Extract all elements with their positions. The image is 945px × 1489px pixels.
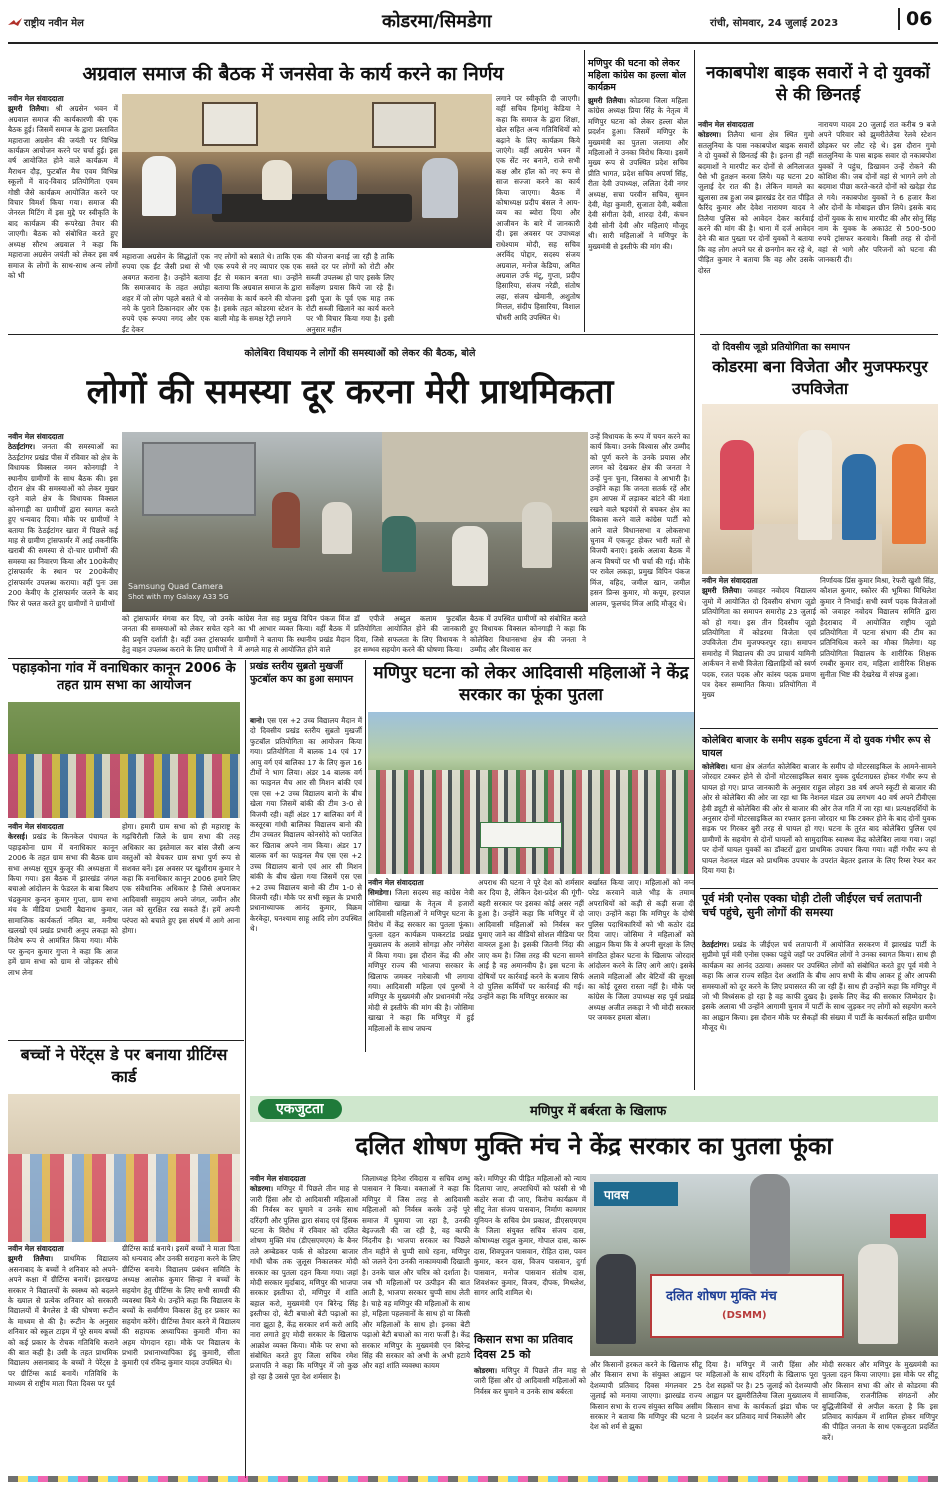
dateline-place: कोडरमा। <box>250 1184 274 1194</box>
byline: नवीन मेल संवाददाता <box>8 822 64 831</box>
camera-credit-line1: Samsung Quad Camera <box>128 582 223 591</box>
story12-subhead: किसान सभा का प्रतिवाद दिवस 25 को <box>474 1333 573 1361</box>
story2-kicker: मणिपुर की घटना को लेकर महिला कांग्रेस का हल्ला बोल कार्यक्रम <box>588 58 686 93</box>
divider <box>245 660 246 1478</box>
page-number: 06 <box>898 8 932 30</box>
story5-col3: कांग्रेस नेता सह प्रमुख विपिन पंकज मिंज का भी आभार व्यक्त किया। वहीं बैठक में ग्रामीणों ने बताया कि स्थानीय प्रखंड मैदान में अगले माह से आयोजित होने वाले <box>238 614 350 655</box>
story-text: प्राथमिक विद्यालय असनाबाद के बच्चों ने शनिवार को अपने-अपने कक्षा में ग्रीटिंग्स बनायें। झारखण्ड सरकार ने विद्यालयों के स्वस्थ्य को बदलने के ख्याल से प्रत्येक शनिवार को सरकारी विद्यालयों में बैगलेस डे की घोषणा रूटीन के माध्यम से की है। रूटीन के अनुसार शनिवार को स्कूल टाइम में पूरे समय बच्चों को कई प्रकार के रोचक गतिविधि कराने की बात कही है। उसी के तहत प्राथमिक विद्यालय असनाबाद के बच्चों ने पेरेंट्स डे पर ग्रीटिंग्स कार्ड बनायें। गतिविधि के माध्यम से राष्ट्रीय माता पिता दिवस पर पूर्व <box>8 1254 118 1389</box>
story-text: श्री अग्रसेन भवन में अग्रवाल समाज की कार्यकारणी की एक बैठक हुई। जिसमें समाज के द्वारा प्रस्तावित महाराजा अग्रसेन की जयंती पर विभिन्न कार्यक्रम आयोजन करने पर चर्चा हुई। इस वर्ष आयोजित होने वाले कार्यक्रम में मैराथन दौड़, फुटबॉल मैच एवम विभिन्न स्कूलों में वाद-विवाद प्रतियोगिता एवम गोष्ठी जैसे कार्यक्रम आयोजित करने पर विचार विमर्श किया गया। समाज की जेनरल मिटिंग में इस मुद्दे पर स्वीकृति के बाद कार्यक्रम की रूपरेखा तैयार की जाएगी। बैठक को संबोधित करते हुए अध्यक्ष सौरभ अग्रवाल ने कहा कि महाराजा अग्रसेन जयंती को लेकर इस वर्ष समाज के लोगों के साथ-साथ अन्य लोगों को भी <box>8 104 118 280</box>
story12-band <box>250 1096 938 1122</box>
story-text: तिलैया थाना क्षेत्र स्थित गुमो सतलुनिया के पास नकाबपोश बाइक सवारों ने दो युवकों से छिनतई की है। इतना ही नहीं बदमाशों ने मारपीट कर दोनों से अनिलाजत पैसे भी हुतक्षन करवा लिये। यह घटना 20 जुलाई देर रात की है। लेकिन मामले का खुलासा तब हुआ जब झारखंड देर रात पीड़ित फैरिंद कुमार और देवेश नारायण यादव ने तिलैया पुलिस को आवेदन देकर कार्रवाई करने की मांग की है। थाना में दर्ज आवेदन देने की बात पुख्ता पर दोनों युवकों ने बताया कि वह लोग अपने घर से छनगोन कर रहे थे, पीड़ित कुमार ने बताया कि वह और उसके दोस्त <box>698 130 814 275</box>
dateline-place: झुमरी तिलैया। <box>702 586 742 596</box>
story4-col2: निर्णायक प्रिंस कुमार मिश्रा, रेफरी खुशी सिंह, कौशल कुमार, स्कोरर की भूमिका मिथिलेश कुमार ने निभाई। सभी स्वर्ण पदक विजेताओं को जवाहर नवोदय विद्यालय समिति द्वारा हैदराबाद में आयोजित राष्ट्रीय जूडो प्रतियोगिता में पटना संभाग की टीम का प्रतिनिधित्व करने का मौका मिलेगा। यह प्रतियोगिता विद्यालय के शारीरिक शिक्षक रमबीर कुमार राय, महिला शारीरिक शिक्षक सुनीता भिष्ट की देखरेख में संपन्न हुआ। <box>820 576 936 679</box>
dateline: रांची, सोमवार, 24 जुलाई 2023 <box>710 18 839 29</box>
dateline-place: झुमरी तिलैया। <box>588 96 627 105</box>
dateline-place: बानो। <box>250 716 265 725</box>
story12-kicker: मणिपुर में बर्बरता के खिलाफ <box>530 1104 667 1119</box>
story10-col2: अपराध की घटना ने पूरे देश को शर्मसार कर दिया है, लेकिन देश-प्रदेश की गूंगी-बहरी सरकार पर इसका कोई असर नहीं हुआ है। उन्होंने कहा कि मणिपुर में दो आदिवासी महिलाओं को निर्वस्त्र कर घुमाए जाने का वीडियो सोशल मीडिया पर वायरल हुआ है। इसकी जितनी निंदा की जाए कम है। जिस तरह की घटना सामने आई है वह अमानवीय है। इस घटना के दोषियों पर कार्रवाई करने के बजाय सिर्फ दो पुलिस कर्मियों पर कार्रवाई की गई। उन्होंने कहा कि मणिपुर सरकार का <box>478 878 584 1002</box>
bird-icon <box>8 17 22 29</box>
divider <box>8 334 694 335</box>
divider <box>8 1040 244 1041</box>
story5-col2: को ट्रांसफार्मर मंगवा कर दिए, जो उनके जनता की समस्याओं को लेकर सचेत रहने की प्रवृत्ति दर्शाती है। वहीं उक्त ट्रांसफार्मर हेतु वाहन उपलब्ध कराने के लिए ग्रामीणों ने <box>122 614 234 655</box>
story9-body <box>250 716 362 1034</box>
story-text: प्रखंड के जीईएल चर्च लतापानी में आयोजित सरकरण में झारखंड पार्टी के सुप्रीमो पूर्व मंत्री एनोस एक्का पहुंचे जहाँ पर उपस्थित लोगों ने उनका स्वागत किया। साथ ही कार्यक्रम का आनंद उठाया। अवसर पर उपस्थित लोगों को संबोधित करते हुए पूर्व मंत्री ने कहा कि आज राज्य सहित देश अशांति के बीच आप सभी के बीच आकर हूं और आपकी समस्याओं को दूर करने के लिए प्रयासरत की जा रही हैं। साथ ही उन्होंने कहा कि मणिपुर में जो भी विध्वंसक हो रहा है वह काफी दुखद है। इसके लिए केंद्र की सरकार जिम्मेदार है। इसके अलावा भी उन्होंने आगामी चुनाव में पार्टी के साथ जुड़कर नए लोगों को सहयोग करने का आह्वान किया। इस दौरान मौके पर सैकड़ों की संख्या में पार्टी के कार्यकर्ता सहित ग्रामीण मौजूद थे। <box>702 940 936 1033</box>
photo-crowd <box>8 754 240 818</box>
divider <box>700 728 938 729</box>
dateline-place: झुमरी तिलैया। <box>8 1254 54 1264</box>
story12-col5: दिया है। मणिपुर में जारी हिंसा और महिलाओं के साथ दरिंदगी के खिलाफ पूरा देश सड़कों पर है। 25 जुलाई को देशव्यापी आह्वान पर झुमरीतिलैया जिला मुख्यालय में किसान सभा के कार्यकर्ता झंडा चौक पर प्रदर्शन कर प्रतिवाद मार्च निकालेंगे और <box>706 1360 818 1422</box>
dateline-place: झुमरी तिलैया। <box>8 104 49 114</box>
story11-col1 <box>8 1244 118 1468</box>
story5-photo <box>122 432 588 612</box>
story4-col1 <box>702 576 816 722</box>
dateline-place: कोलेबिरा। <box>702 762 728 771</box>
story11-photo <box>8 1094 240 1242</box>
story8-photo <box>8 702 240 818</box>
footer-strip <box>8 1476 938 1482</box>
photo-person <box>596 1254 636 1344</box>
photo-banner <box>480 822 562 848</box>
story12-label: एकजुटता <box>258 1099 342 1119</box>
story3-headline: नकाबपोश बाइक सवारों ने दो युवकों से की छिनतई <box>706 63 930 105</box>
photo-person <box>842 454 876 540</box>
story3-col1 <box>698 120 814 330</box>
story3-col2: नारायण यादव 20 जुलाई रात करीब 9 बजे अपने परिवार को झुमरीतेलैया रेलवे स्टेशन छोड़कर घर लौट रहे थे। इस दौरान गुमो सतलुनिया के पास बाइक सवार दो नकाबपोश युवकों ने पहुंच, डिखावन उन्हें रोकने की कोशिश की। जब दोनों वहां से भागने लगे तो बदमाश पीछा करते-करते दोनों को खदेड़ा रोड ले गये। नकाबपोश युवकों ने 6 हजार कैश और दोनों के मोबाइल छीन लिये। इसके बाद दोनों युवक के साथ मारपीट की और सोनू सिंह नाम के युवक के अकाउंट से 500-500 रुपये ट्रांसफर करवाये। किसी तरह से दोनों वहां से भागे और परिजनों को घटना की जानकारी दी। <box>818 120 936 265</box>
story1-col1 <box>8 94 118 280</box>
photo-statue <box>750 1174 790 1274</box>
story-text: जवाहर नवोदय विद्यालय जुमो में आयोजित दो दिवसीय संभाग जूडो प्रतियोगिता का समापन समारोह 23 जुलाई को हो गया। इस तीन दिवसीय जूडो प्रतियोगिता में कोडरमा विजेता एवं उपविजेता टीम मुजफ्फरपुर रहा। समापन समारोह में विद्यालय की उप प्राचार्य यामिनी आर्कंचन ने सभी विजेता खिलाड़ियों को स्वर्ण पदक, रजत पदक और कांस्य पदक प्रमाण पत्र देकर सम्मानित किया। प्रतियोगिता में मुख्य <box>702 586 816 700</box>
story8-col1 <box>8 822 118 1036</box>
story5-col1 <box>8 432 118 624</box>
story10-col1 <box>368 878 474 1048</box>
camera-credit-line2: Shot with my Galaxy A33 5G <box>128 593 229 601</box>
story1-col4: की योजना बनाई जा रही है ताकि सस्ते दर पर लोगों को रोटी और सब्जी उपलब्ध हो पाए इसके लिए सर्वेक्षण प्रयास किये जा रहे हैं। इसी पूजा के पूर्व एक माह तक रोटी सब्जी खिलाने का कार्य करने पर भी विचार किया गया है। इसी अनुसार महीन <box>306 252 394 334</box>
story5-col4: डॉ एपीजे अब्दुल कलाम फुटबॉल प्रतियोगिता आयोजित होने की जानकारी दिया, जिसे सफलता के लिए विधायक ने हर सम्भव सहयोग करने की घोषणा किया। <box>354 614 466 655</box>
story-text: जिला सदस्य सह कांग्रेस नेत्री जोसिमा खाखा के नेतृत्व में हजारों आदिवासी महिलाओं ने मणिपुर घटना के विरोध में केंद्र सरकार का पुतला फूंका। पुतला दहन कार्यक्रम पाकरटांड प्रखंड मुख्यालय के अलावे सोगड़ा और नगेसेरा में किया गया। इस दौरान केंद्र की और मणिपुर राज्य की भाजपा सरकार के खिलाफ जमकर नारेबाजी भी लगाया गया। आदिवासी महिला एवं पुरुषों ने मणिपुर के मुख्यमंत्री और प्रधानमंत्री नरेंद्र मोदी से इस्तीफे की मांग की है। जोसिमा खाखा ने कहा कि मणिपुर में हुई महिलाओं के साथ जघन्य <box>368 888 474 1033</box>
divider <box>700 888 938 889</box>
byline: नवीन मेल संवाददाता <box>368 878 424 887</box>
photo-person <box>892 444 926 544</box>
story-text: प्रखंड के किनकेल पंचायत के पहाड़कोना ग्राम में वनाधिकार कानून 2006 के तहत ग्राम सभा की बैठक ग्राम सभा अध्यक्ष सुपुत्र कुजूर की अध्यक्षता में किया गया। इस बैठक में झारखंड जंगल बचाओ आंदोलन के फेडरल के बाबा बिशप चंद्रकुमार कुन्दन कुमार गुप्ता, ग्राम सभा मंच के मीडिया प्रभारी बैद्यनाथ कुमार, सामाजिक कार्यकर्ता नमित बा, मनीषा खलखो एवं प्रखंड प्रभारी अनूप लकड़ा को विशेष रूप से आमंत्रित किया गया। मौके पर कुन्दन कुमार गुप्ता ने कहा कि आज हमें ग्राम सभा को ग्राम से जोड़कर सीधे लाभ लेना <box>8 832 118 977</box>
story12-photo <box>590 1174 938 1356</box>
story7-headline: पूर्व मंत्री एनोस एक्का घोड़ी टोली जीईएल चर्च लतापानी चर्च पहुंचे, सुनी लोगों की समस्या <box>702 892 922 919</box>
story1-photo <box>122 94 492 248</box>
brand-logo <box>8 12 98 34</box>
story5-headline: लोगों की समस्या दूर करना मेरी प्राथमिकता <box>86 372 614 412</box>
photo-children <box>8 1154 240 1242</box>
divider <box>8 658 694 659</box>
photo-person <box>382 516 416 572</box>
story11-headline: बच्चों ने पेरेंट्स डे पर बनाया ग्रीटिंग्स कार्ड <box>20 1045 228 1086</box>
photo-person <box>262 160 292 200</box>
story7-body <box>702 940 936 1056</box>
story6-headline: कोलेबिरा बाजार के समीप सड़क दुर्घटना में दो युवक गंभीर रूप से घायल <box>702 735 931 759</box>
story12-col4: और किसानों हरकत करने के खिलाफ सीटू और किसान सभा के संयुक्त आह्वान पर देशव्यापी प्रतिवाद दिवस मंगलवार 25 जुलाई को मनाया जाएगा। झारखंड राज्य किसान सभा के राज्य संयुक्त सचिव असीम सरकार ने बताया कि मणिपुर की घटना ने देश को शर्म से झुका <box>590 1360 702 1432</box>
photo-banner <box>650 1274 844 1338</box>
divider <box>694 50 695 1090</box>
photo-wall <box>122 94 492 152</box>
story4-photo <box>702 404 938 574</box>
story8-headline: पहाड़कोना गांव में वनाधिकार कानून 2006 के तहत ग्राम सभा का आयोजन <box>12 661 236 693</box>
story6-body <box>702 762 936 886</box>
story12-col2: जिलाध्यक्ष दिनेश रविदास व सचिव शम्भु पासवान ने किया। वक्ताओं ने कहा कि मणिपुर में जिस तरह से आदिवासी महिलाओं को निर्वस्त्र करके उन्हें पूरे समाज में घुमाया जा रहा है, उनकी बेइज्जती की जा रही है, वह काफी निंदनीय है। भाजपा सरकार का पिछले तीन महीने से चुप्पी साधे रहना, मणिपुर को जलने देना उनकी नाकामयाबी दिखाती है। उनके चाल और चरित्र को दर्शाता है। जब भी महिलाओं पर उत्पीड़न की बात आती है, भाजपा सरकार चुप्पी साध लेती है। चाहे वह मणिपुर की महिलाओं के साथ हो, महिला पहलवानों के साथ हो या किसी और महिलाओं के साथ हो। इनका बेटी पढ़ाओ बेटी बचाओ का नारा फर्जी है। केंद्र सरकार मणिपुर के मुख्यमंत्री एन बिरेन्द्र सिंह की सरकार को अभी के अभी हटाये और वहां शांति व्यवस्था कायम <box>362 1174 470 1371</box>
photo-table <box>212 194 412 222</box>
divider <box>584 50 585 332</box>
story10-col3: बर्खास्त किया जाए। महिलाओं को नग्न परेड करवाने वाले भीड़ के तमाम अपराधियों को कड़ी से कड़ी सजा दी जाए। उन्होंने कहा कि मणिपुर के दोषी पुलिस पदाधिकारियों को भी कठोर दंड दिया जाए। जोसिमा ने महिलाओं को आह्वान किया कि वे अपनी सुरक्षा के लिए संगठित होकर घटना के खिलाफ जोरदार आंदोलन करने के लिए आगे आएं। इसके अलावे महिलाओं और बेटियों की सुरक्षा का कोई दूसरा रास्ता नहीं है। मौके पर कांग्रेस के जिला उपाध्यक्ष सह पूर्व प्रखंड अध्यक्ष अजीत लकड़ा ने भी मोदी सरकार पर जमकर हमला बोला। <box>588 878 694 1023</box>
story4-headline: कोडरमा बना विजेता और मुजफ्फरपुर उपविजेता <box>712 357 928 398</box>
byline: नवीन मेल संवाददाता <box>8 1244 64 1253</box>
photo-person <box>798 430 832 540</box>
banner-sub: (DSMM) <box>722 1310 767 1321</box>
byline: नवीन मेल संवाददाता <box>698 120 754 129</box>
story1-col2: महाराजा अग्रसेन के सिद्धांतों एक रुपया एक ईंट जैसी प्रथा से भी अवगत कराना है। उन्होंने बताया कि समाजवाद के तहत अग्रोहा शहर में जो लोग पहले बसते थे वो नये के पुराने ठिकानदार और एक रुपये एक रूपया नगद और एक ईंट देकर <box>122 252 210 334</box>
divider <box>365 660 366 1052</box>
story8-col2: होगा। हमारी ग्राम सभा को ही महाराष्ट्र के गढ़चिरौली जिले के ग्राम सभा की तरह अधिकार का इस्तेमाल कर बांस जैसी अन्य वस्तुओं को बेचकर ग्राम सभा पुर्ण रूप से सशक्त बनें। इस अवसर पर खुशीराम कुमार ने कहा कि वनाधिकार कानून 2006 हमारे लिए एक संवैधानिक अधिकार है जिसे अपनाकर आदिवासी समुदाय अपने जंगल, जमीन और जल को सुरक्षित रख सकते हैं। हमें अपनी परंपरा को बचाते हुए इस संघर्ष में आगे आना होगा। <box>122 822 240 936</box>
story5-kicker: कोलेबिरा विधायक ने लोगों की समस्याओं को लेकर की बैठक, बोले <box>244 348 476 359</box>
story-text: एस एस +2 उच्च विद्यालय मैदान में दो दिवसीय प्रखंड स्तरीय सुब्रतो मुखर्जी फुटबॉल प्रतियोगिता का आयोजन किया गया। प्रतियोगिता में बालक 14 एवं 17 आयु वर्ग एवं बालिका 17 के लिए कुल 16 टीमों ने भाग लिया। अंडर 14 बालक वर्ग का फाइनल मैच आर सी मिशन बांकी एवं एस एस +2 उच्च विद्यालय बानो के बीच खेला गया जिसमें बांकी की टीम 3-0 से विजयी रही। वहीं अंडर 17 बालिका वर्ग में कस्तूरबा गांधी बालिका विद्यालय बानो की टीम उच्चतर विद्यालय कोनसोदे को पराजित कर खिताब अपने नाम किया। अंडर 17 बालक वर्ग का फाइनल मैच एस एस +2 उच्च विद्यालय बानो एवं आर सी मिशन बांकी के बीच खेला गया जिसमें एस एस +2 उच्च विद्यालय बानो की टीम 1-0 से विजयी रही। मौके पर सभी स्कूल के प्रभारी प्रधानाध्यापक आनंद कुमार, विक्रम केरकेट्टा, घनश्याम साहू आदि लोग उपस्थित थे। <box>250 716 362 934</box>
story-text: मणिपुर में पिछले तीन माह से जारी हिंसा और दो आदिवासी महिलाओं को निर्वस्त्र कर घुमाने व उनके साथ बर्बरता <box>474 1366 586 1396</box>
story-text: जनता की समस्याओं का ठेठईटांगर प्रखंड पीस में रविवार को क्षेत्र के विधायक विक्सल नमन कोनगाड़ी ने स्थानीय ग्रामीणों के साथ बैठक की। इस दौरान क्षेत्र की समस्याओं को लेकर मुखर रहने वाले क्षेत्र के विधायक विक्सल कोनगाड़ी का ग्रामीणों द्वारा स्वागत करते हुए धन्यवाद दिया। मौके पर ग्रामीणों ने बताया कि ठेठईटांगर खारा में पिछले कई माह से ग्रामीण ट्रांसफार्मर में आई तकनीकि खराबी की समस्या से दो-चार ग्रामीणों की समस्या का निवारण किया और 100केवीए ट्रांसफार्मर के स्थान पर 200केवीए ट्रांसफार्मर उपलब्ध कराया। वहीं पुनः उस 200 केवीए के ट्रांसफार्मर जलने के बाद फिर से फ्लत करते हुए ग्रामीणों ने ग्रामीणों <box>8 442 118 608</box>
story10-photo <box>368 712 694 874</box>
story1-col3: नए लोगों को बसाते थे। ताकि एक एक रुपये से नए व्यापार एक एक ईंट से मकान बनता था। उन्होंने बताया कि अग्रवाल समाज के द्वारा जनसेवा के कार्य करने की योजना है। इसके तहत कोडरमा स्टेशन के बाली मोड़ के समक्ष रेट्री लगाने <box>214 252 302 324</box>
story10-headline: मणिपुर घटना को लेकर आदिवासी महिलाओं ने केंद्र सरकार का फूंका पुतला <box>373 663 689 705</box>
photo-person <box>272 492 300 548</box>
dateline-place: ठेठईटांगर। <box>8 442 36 452</box>
byline: नवीन मेल संवाददाता <box>250 1174 306 1183</box>
story-text: मणिपुर में पिछले तीन माह से जारी हिंसा और दो आदिवासी महिलाओं की निर्वस्त्र कर घुमाने व उनके साथ दरिंदगी और पुलिस द्वारा संवाद एवं हिंसक घटना के विरोध में रविवार को दलित शोषण मुक्ति मंच (डीएसएमएम) के बैनर तले अम्बेडकर पार्क से कोडरमा बाजार गांधी चौक तक जुलूस निकालकर मोदी सरकार का पुतला दहन किया गया। जहां मोदी सरकार मुर्दाबाद, मणिपुर की भाजपा सरकार इस्तीफा दो, मणिपुर में शांति बहाल करो, मुख्यमंत्री एन बिरेन्द्र सिंह इस्तीफा दो, बेटी बचाओ बेटी पढ़ाओ का नारा झूठा है, केंद्र सरकार शर्म करो आदि नारा लगाते हुए मोदी सरकार के खिलाफ आक्रोश व्यक्त किया। मौके पर सभा को संबोधित करते हुए जिला सचिव रमेश प्रजापति ने कहा कि मणिपुर में जो कुछ हो रहा है उससे पूरा देश शर्मसार है। <box>250 1184 358 1381</box>
byline: नवीन मेल संवाददाता <box>8 432 64 441</box>
photo-window <box>202 102 258 146</box>
story-text: कोडरमा जिला महिला कांग्रेस अध्यक्ष प्रिया सिंह के नेतृत्व में मणिपुर घटना को लेकर हल्ला बोल प्रदर्शन हुआ। जिसमें मणिपुर के मुख्यमंत्री का पुतला जलाया और महिलाओं ने उनका विरोध किया। इसमें मुख्य रूप से उपस्थित प्रदेश सचिव प्रीति भागत, प्रदेश सचिव अपर्णा सिंह, रीता देवी उपाध्यक्ष, ललिता देवी नगर अध्यक्ष, सचा परवीन सचिव, सुमन देवी, मेहा कुमारी, सुजाता देवी, बबीता देवी संगीता देवी, शारदा देवी, कंचन देवी सोनी देवी और महिलाएं मौजूद थी। सारी महिलाओं ने मणिपुर के मुख्यमंत्री से इस्तीफे की मांग की। <box>588 96 688 251</box>
photo-person <box>858 1244 898 1344</box>
banner-text: दलित शोषण मुक्ति मंच <box>666 1289 777 1304</box>
story12-col3: करे। मणिपुर की पीड़ित महिलाओं को न्याय दिलाया जाए, अपराधियों को फांसी से भी कठोर सजा दी जाए, किरोच कार्यक्रम में सीटू नेता संजय पासवान, निर्माण कामगार यूनियन के सचिव प्रेम प्रकाश, डीएसएमएम के जिला संयुक्त सचिव संजय दास, कोषाध्यक्ष राहुल कुमार, गोपाल दास, कारू दास, शिवपूजन पासवान, रोहित दास, पवन कुमार, करन दास, विजय पासवान, दुर्गा पासवान, मनोज पासवान संतोष दास, शिवशंकर कुमार, विजय, दीपक, मिथलेश, सागर आदि शामिल थे। <box>474 1174 586 1298</box>
photo-building <box>382 432 588 522</box>
photo-person <box>452 526 488 586</box>
story12-subbody <box>474 1366 586 1468</box>
story2-body <box>588 96 688 330</box>
story12-col6: मोदी सरकार और मणिपुर के मुख्यमंत्री का पुतला दहन किया जाएगा। इस मौके पर सीटू और किसान सभा की ओर से कोडरमा की सामाजिक, राजनीतिक संगठनों और बुद्धिजीवियों से अपील करता है कि इस प्रतिवाद कार्यक्रम में शामिल होकर मणिपुर की पीड़ित जनता के साथ एकजुटता प्रदर्शित करें। <box>822 1360 938 1442</box>
story1-headline: अग्रवाल समाज की बैठक में जनसेवा के कार्य करने का निर्णय <box>82 63 504 85</box>
brand-name: राष्ट्रीय नवीन मेल <box>24 18 84 29</box>
photo-flag <box>890 1214 926 1238</box>
divider <box>700 334 938 335</box>
photo-shop-sign <box>594 1182 678 1206</box>
masthead-rule <box>8 42 938 44</box>
photo-person <box>720 440 754 530</box>
photo-shutter <box>142 442 256 516</box>
byline: नवीन मेल संवाददाता <box>8 94 64 103</box>
photo-person <box>322 502 352 554</box>
photo-window <box>372 102 436 148</box>
section-title <box>286 6 656 38</box>
shop-sign-text: पावस <box>604 1188 629 1202</box>
dateline-place: केरसई। <box>8 832 28 842</box>
story12-col1 <box>250 1174 358 1468</box>
masthead <box>0 0 945 46</box>
story4-kicker: दो दिवसीय जूडो प्रतियोगिता का समापन <box>712 342 850 353</box>
photo-person <box>142 156 176 216</box>
dateline-place: ठेठईटांगर। <box>702 940 730 949</box>
dateline-place: सिमडेगा। <box>368 888 392 898</box>
story9-headline: प्रखंड स्तरीय सुब्रतो मुखर्जी फुटबॉल कप का हुआ समापन <box>250 661 354 685</box>
story12-headline: दलित शोषण मुक्ति मंच ने केंद्र सरकार का पुतला फूंका <box>355 1132 833 1160</box>
photo-person <box>192 164 222 214</box>
dateline-place: कोडरमा। <box>474 1366 498 1375</box>
story1-col5: लगाने पर स्वीकृति दी जाएगी। वहीं सचिव हिमांशु केडिया ने कहा कि समाज के द्वारा शिक्षा, खेल सहित अन्य गतिविधियों को बढ़ाने के लिए कार्यक्रम किये जाएंगे। वहीं अग्रसेन भवन में एक सेंट नर बनाने, राजे सभी कक्ष और हॉल को नए रूप से साज सज्जा करने का कार्य किया जाएगा। बैठक में कोषाध्यक्ष प्रदीप बंसल ने आय-व्यय का ब्योरा दिया और आजीवन के बारे में जानकारी दी। इस अवसर पर उपाध्यक्ष राधेश्याम मोदी, सह सचिव अरविंद पोद्दार, सदस्य संजय अग्रवाल, मनोज केडिया, अमित अग्रवाल उर्फ मंटू, गुप्ता, प्रदीप हिसारिया, संजय नरेडी, संतोष लहा, संजय खेमानी, अशुतोष मित्तल, संदीप हिसारिया, विशाल चौधरी आदि उपस्थित थे। <box>496 94 580 322</box>
dateline-place: कोडरमा। <box>698 130 722 140</box>
photo-person <box>327 160 357 200</box>
byline: नवीन मेल संवाददाता <box>702 576 758 585</box>
story11-col2: ग्रीटिंग्स कार्ड बनाये। इसमें बच्चों ने माता पिता को धन्यवाद और उनकी सराहना करने के लिए ग्रीटिंग्स बनाये। विद्यालय प्रबंधन समिति के अध्यक्ष आलोक कुमार सिन्हा ने बच्चों के सहयोग हेतु ग्रीटिंग्स के लिए सभी सामग्री की व्यवस्था किये थे। उन्होंने कहा कि विद्यालय के बच्चों के सर्वांगीण विकास हेतु हर प्रकार का सहयोग करेंगे। ग्रीटिंग्स तैयार करने में विद्यालय की सहायक अध्यापिका कुमारी मीना का अहम योगदान रहा। मौके पर विद्यालय के प्रभारी प्रधानाध्यापिका इंदु कुमारी, सीता कुमारी एवं रविन्द्र कुमार यादव उपस्थित थे। <box>122 1244 240 1368</box>
photo-person <box>522 502 552 568</box>
section-title-text: कोडरमा/सिमडेगा <box>382 11 492 32</box>
photo-person <box>422 158 458 218</box>
story5-col6: उन्हें विधायक के रूप में चयन करने का कार्य किया। उनके विश्वास और उम्मीद को पूर्ण करने के उनके प्रयास और लगन को देखकर क्षेत्र की जनता ने उन्हें पुनः चुना, जिसका वे आभारी है। उन्होंने कहा कि जनता सतर्क रहें और हम आपस में लड़ाकर बांटने की मंशा रखने वाले षड़यंत्रों से बचकर क्षेत्र का विकास करने वाले कांग्रेस पार्टी को आने वाले विधानसभा व लोकसभा चुनाव में एकजुट होकर भारी मतों से विजयी बनाएं। इसके अलावा बैठक में अन्य विषयों पर भी चर्चा की गई। मौके पर रावेल लकड़ा, प्रमुख विपिन पंकज मिंज, वहिद, जमील खान, जमील हसन प्रिन्स कुमार, मो कयूम, हरपाल आलम, फूलचंद मिंज आदि मौजूद थे। <box>590 432 690 608</box>
story5-col5: बैठक में उपस्थित ग्रामीणों को संबोधित करते हुए विधायक विक्सल कोनगाड़ी ने कहा कि कोलेबिरा विधानसभा क्षेत्र की जनता ने उम्मीद और विश्वास कर <box>470 614 586 655</box>
story-text: थाना क्षेत्र अंतर्गत कोलेबिरा बाजार के समीप दो मोटरसाइकिल के आमने-सामने जोरदार टक्कर होने से दोनों मोटरसाइकिल सवार युवक दुर्घटनाग्रस्त होकर गंभीर रूप से घायल हो गए। प्राप्त जानकारी के अनुसार राहुल लोहरा 38 वर्ष अपने स्कूटी से बाजार की ओर से कोलेबिरा की ओर जा रहा था कि नेशनल मंडल उम्र लगभग 40 वर्ष अपने टीवीएस हेवी ड्यूटी से कोलेबिरा की ओर से बाजार की ओर तेज गति में जा रहा था। प्रत्यक्षदर्शियों के अनुसार दोनों मोटरसाइकिल का रफ्तार इतना जोरदार था कि टक्कर होने के बाद दोनों युवक सड़क पर गिरकर बुरी तरह से घायल हो गए। घटना के तुरंत बाद कोलेबिरा पुलिस एवं ग्रामीणों के सहयोग से दोनों घायलों को सामुदायिक स्वास्थ्य केंद्र कोलेबिरा लाया गया। जहां पर दोनों घायल युवकों का डॉक्टरों द्वारा प्राथमिक उपचार किया गया। वहीं गंभीर रूप से घायल नेशनल मंडल को प्राथमिक उपचार के उपरांत बेहतर इलाज के लिए रिम्स रेफर कर दिया गया है। <box>702 762 936 876</box>
